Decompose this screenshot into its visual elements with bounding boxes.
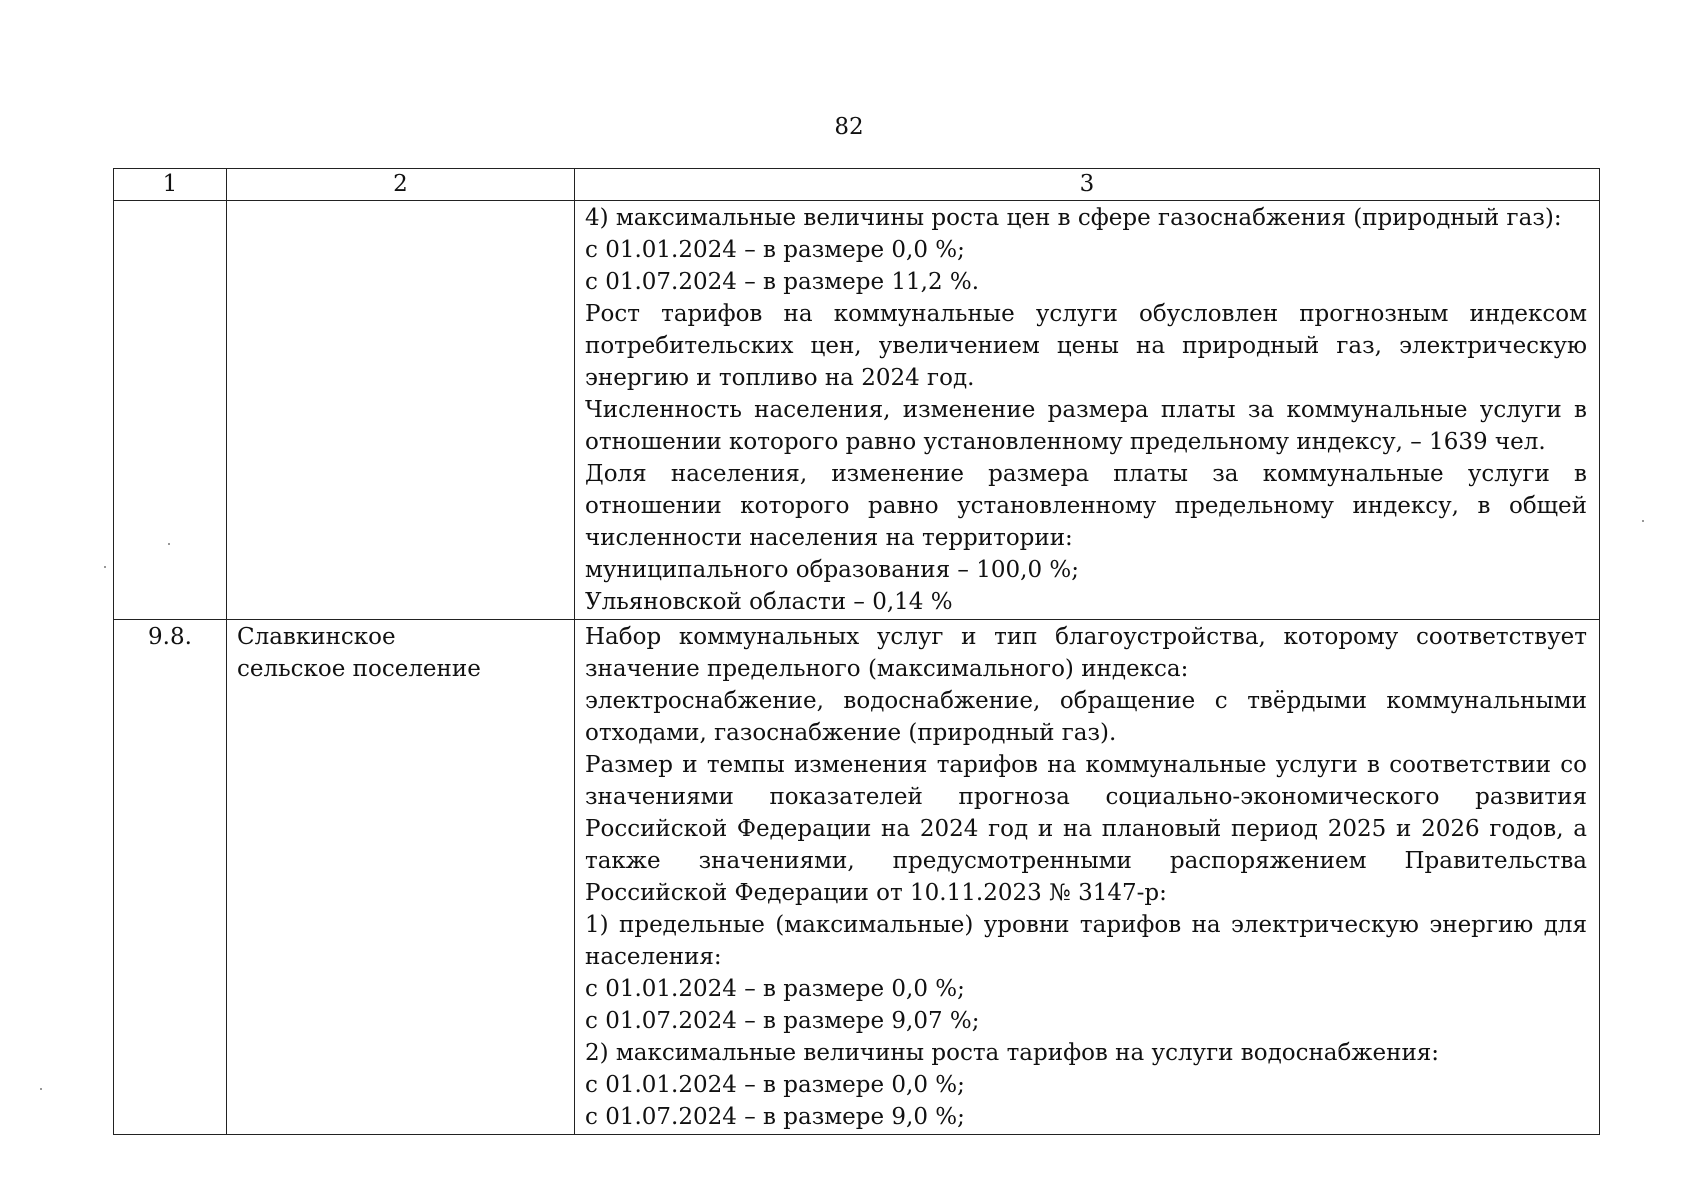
settlement-name <box>227 620 575 1135</box>
paragraph: Размер и темпы изменения тарифов на коммунальные услуги в соответствии со значениями показателей прогноза социально-экономического развития Российской Федерации на 2024 год и на плановый период 2025 и 2026 годов, а также значениями, предусмотренными распоряжением Правительства Российской Федерации от 10.11.2023 № 3147-р: <box>585 752 1587 906</box>
settlement-name-line: сельское поселение <box>237 656 481 682</box>
paragraph: с 01.07.2024 – в размере 9,07 %; <box>585 1008 980 1034</box>
paragraph: Доля населения, изменение размера платы за коммунальные услуги в отношении которого равно установленному предельному индексу, в общей численности населения на территории: <box>585 461 1587 551</box>
paragraph: Ульяновской области – 0,14 % <box>585 589 953 615</box>
row-number: 9.8. <box>114 620 227 1135</box>
scan-speck <box>168 543 170 545</box>
row-description <box>575 620 1600 1135</box>
scan-speck <box>1642 520 1644 522</box>
table-row <box>114 201 1600 620</box>
paragraph: с 01.07.2024 – в размере 9,0 %; <box>585 1104 965 1130</box>
row-description <box>575 201 1600 620</box>
page-number: 82 <box>834 114 864 140</box>
header-col-1: 1 <box>114 169 227 201</box>
row-number <box>114 201 227 620</box>
paragraph: Набор коммунальных услуг и тип благоустройства, которому соответствует значение предельного (максимального) индекса: <box>585 624 1587 682</box>
settlement-name-line: Славкинское <box>237 624 396 650</box>
header-col-2: 2 <box>227 169 575 201</box>
paragraph: 4) максимальные величины роста цен в сфере газоснабжения (природный газ): <box>585 205 1562 231</box>
paragraph: 1) предельные (максимальные) уровни тарифов на электрическую энергию для населения: <box>585 912 1587 970</box>
paragraph: муниципального образования – 100,0 %; <box>585 557 1079 583</box>
paragraph: электроснабжение, водоснабжение, обращение с твёрдыми коммунальными отходами, газоснабжение (природный газ). <box>585 688 1587 746</box>
table-row <box>114 620 1600 1135</box>
tariff-table <box>113 168 1600 1135</box>
header-col-3: 3 <box>575 169 1600 201</box>
scan-speck <box>104 566 106 568</box>
paragraph: с 01.01.2024 – в размере 0,0 %; <box>585 976 965 1002</box>
scan-speck <box>40 1088 42 1090</box>
paragraph: с 01.01.2024 – в размере 0,0 %; <box>585 1072 965 1098</box>
table-header-row <box>114 169 1600 201</box>
paragraph: Численность населения, изменение размера платы за коммунальные услуги в отношении которого равно установленному предельному индексу, – 1639 чел. <box>585 397 1587 455</box>
paragraph: с 01.07.2024 – в размере 11,2 %. <box>585 269 980 295</box>
paragraph: с 01.01.2024 – в размере 0,0 %; <box>585 237 965 263</box>
paragraph: 2) максимальные величины роста тарифов на услуги водоснабжения: <box>585 1040 1440 1066</box>
paragraph: Рост тарифов на коммунальные услуги обусловлен прогнозным индексом потребительских цен, увеличением цены на природный газ, электрическую энергию и топливо на 2024 год. <box>585 301 1587 391</box>
settlement-name <box>227 201 575 620</box>
